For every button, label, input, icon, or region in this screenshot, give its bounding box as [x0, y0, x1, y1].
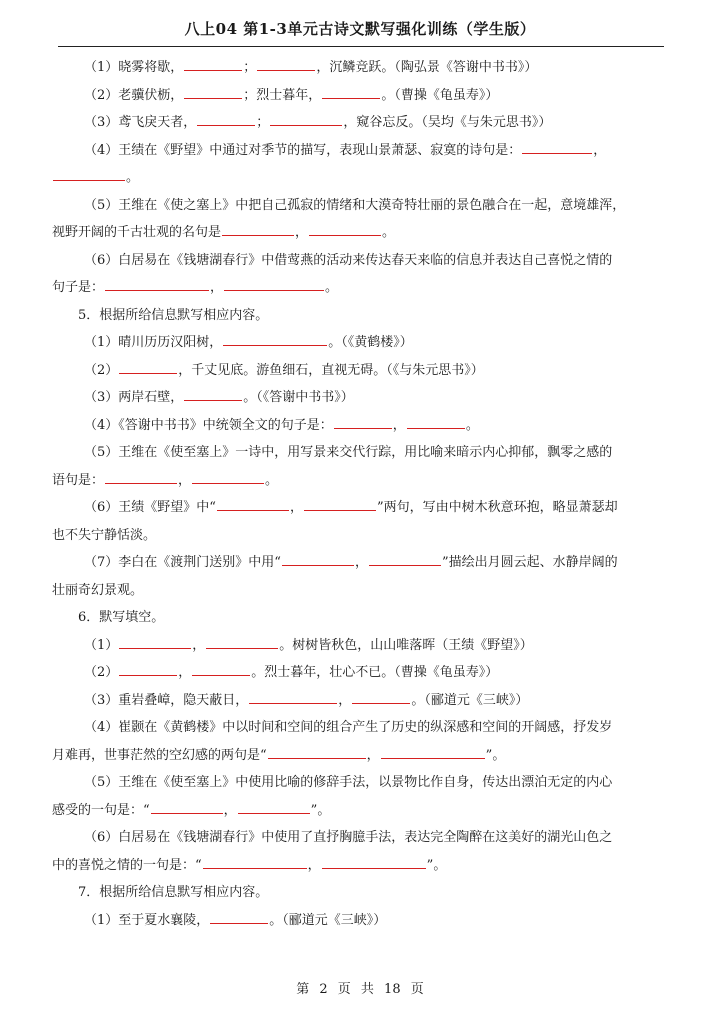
item-text: ，千丈见底。游鱼细石，直视无碍。（《与朱元思书》）	[178, 362, 484, 378]
list-item	[52, 909, 668, 937]
item-text: 句子是：	[52, 280, 105, 295]
item-text: 两岸石壁，	[118, 390, 184, 405]
list-item-continuation	[52, 799, 668, 827]
item-text: ，	[192, 637, 206, 653]
list-item	[52, 826, 668, 854]
page-title: 八上04 第1-3单元古诗文默写强化训练（学生版）	[184, 20, 536, 38]
item-text: 语句是：	[52, 472, 105, 488]
answer-blank[interactable]	[119, 634, 191, 649]
item-text: 。	[382, 225, 396, 240]
item-text: 至于夏水襄陵，	[118, 912, 210, 928]
item-number: （1）	[84, 637, 119, 653]
list-item-continuation	[52, 744, 668, 772]
answer-blank[interactable]	[184, 84, 242, 99]
item-text: ”。	[485, 747, 506, 763]
list-item-continuation	[52, 854, 668, 882]
answer-blank[interactable]	[369, 551, 441, 566]
answer-blank[interactable]	[322, 84, 380, 99]
answer-blank[interactable]	[192, 469, 264, 484]
item-text: ”。	[310, 802, 331, 818]
answer-blank[interactable]	[352, 689, 410, 704]
question-heading: 5．根据所给信息默写相应内容。	[78, 307, 269, 323]
list-item-continuation: 壮丽奇幻景观。	[52, 582, 144, 598]
answer-blank[interactable]	[217, 496, 289, 511]
item-text: 中的喜悦之情的一句是：“	[52, 857, 202, 873]
item-text: ，	[178, 665, 192, 680]
item-number: （6）	[84, 830, 119, 845]
item-text: 晓雾将歇，	[118, 60, 184, 75]
item-text: 晴川历历汉阳树，	[118, 335, 223, 350]
list-item-continuation	[52, 469, 668, 497]
item-number: （1）	[84, 335, 119, 350]
list-item	[52, 551, 668, 579]
answer-blank[interactable]	[210, 909, 268, 924]
answer-blank[interactable]	[184, 386, 242, 401]
answer-blank[interactable]	[203, 854, 307, 869]
item-text: 视野开阔的千古壮观的名句是	[52, 225, 222, 240]
answer-blank[interactable]	[119, 661, 177, 676]
list-item	[52, 496, 668, 524]
answer-blank[interactable]	[249, 689, 337, 704]
item-text: 李白在《渡荆门送别》中用“	[118, 555, 281, 570]
answer-blank[interactable]	[119, 359, 177, 374]
list-item	[52, 771, 668, 799]
item-number: （2）	[84, 665, 119, 680]
item-number: （5）	[84, 775, 119, 790]
item-text: 感受的一句是：“	[52, 802, 150, 818]
item-text: 崔颢在《黄鹤楼》中以时间和空间的组合产生了历史的纵深感和空间的开阔感，抒发岁	[118, 720, 613, 735]
item-text: 王维在《使至塞上》中使用比喻的修辞手法，以景物比作自身，传达出漂泊无定的内心	[118, 775, 613, 790]
answer-blank[interactable]	[407, 414, 465, 429]
item-text: 。	[465, 417, 479, 433]
list-item	[52, 84, 668, 112]
answer-blank[interactable]	[334, 414, 392, 429]
item-text: ，	[178, 472, 192, 488]
page-number: 第 2 页 共 18 页	[296, 982, 424, 997]
item-text: ，	[295, 225, 309, 240]
answer-blank[interactable]	[322, 854, 426, 869]
item-number: （4）	[84, 417, 119, 433]
list-item	[52, 441, 668, 469]
answer-blank[interactable]	[238, 799, 310, 814]
question-heading: 7．根据所给信息默写相应内容。	[78, 885, 269, 900]
item-number: （6）	[84, 252, 119, 268]
list-item-continuation: 也不失宁静恬淡。	[52, 527, 157, 543]
list-item-continuation	[52, 276, 668, 304]
list-item	[52, 249, 668, 277]
item-number: （1）	[84, 912, 119, 928]
item-number: （5）	[84, 197, 119, 213]
item-text: ，窥谷忘反。（吴均《与朱元思书》）	[343, 115, 552, 130]
list-item	[52, 359, 668, 387]
question-heading: 6．默写填空。	[78, 610, 165, 625]
answer-blank[interactable]	[282, 551, 354, 566]
list-item-continuation	[52, 221, 668, 249]
item-text: 《答谢中书书》中统领全文的句子是：	[118, 417, 333, 433]
answer-blank[interactable]	[381, 744, 485, 759]
item-text: ，	[210, 280, 224, 295]
item-text: 鸢飞戾天者，	[118, 115, 197, 130]
answer-blank[interactable]	[197, 111, 255, 126]
item-text: ；烈士暮年，	[243, 87, 322, 103]
item-number: （3）	[84, 692, 119, 708]
answer-blank[interactable]	[257, 56, 315, 71]
answer-blank[interactable]	[304, 496, 376, 511]
item-text: 。	[126, 170, 140, 185]
item-text: 老骥伏枥，	[118, 87, 184, 103]
item-text: ”。	[426, 857, 447, 873]
answer-blank[interactable]	[224, 276, 324, 291]
list-item	[52, 414, 668, 442]
list-item	[52, 139, 668, 167]
answer-blank[interactable]	[184, 56, 242, 71]
answer-blank[interactable]	[270, 111, 342, 126]
item-text: ；	[243, 60, 257, 75]
answer-blank[interactable]	[105, 276, 209, 291]
item-number: （4）	[84, 142, 119, 158]
item-number: （7）	[84, 555, 119, 570]
answer-blank[interactable]	[309, 221, 381, 236]
item-text: ”描绘出月圆云起、水静岸阔的	[441, 555, 618, 570]
item-text: ，	[593, 142, 607, 158]
item-text: 月难再，世事茫然的空幻感的两句是“	[52, 747, 267, 763]
list-item	[52, 194, 668, 222]
item-text: ，	[366, 747, 380, 763]
item-number: （4）	[84, 720, 119, 735]
item-text: ，	[354, 555, 368, 570]
answer-blank[interactable]	[206, 634, 278, 649]
answer-blank[interactable]	[222, 221, 294, 236]
answer-blank[interactable]	[105, 469, 177, 484]
item-text: 。（《黄鹤楼》）	[328, 335, 413, 350]
item-number: （2）	[84, 87, 119, 103]
item-number: （5）	[84, 445, 119, 460]
item-text: 王维在《使至塞上》一诗中，用写景来交代行踪，用比喻来暗示内心抑郁，飘零之感的	[118, 445, 613, 460]
item-text: ，沉鳞竞跃。（陶弘景《答谢中书书》）	[316, 60, 538, 75]
item-number: （3）	[84, 115, 119, 130]
item-number: （6）	[84, 500, 119, 515]
item-text: 王维在《使之塞上》中把自己孤寂的情绪和大漠奇特壮丽的景色融合在一起，意境雄浑，	[118, 197, 626, 213]
item-text: 。（曹操《龟虽寿》）	[381, 87, 499, 103]
item-number: （3）	[84, 390, 119, 405]
list-item	[52, 634, 668, 662]
item-text: 。（《答谢中书书》）	[243, 390, 354, 405]
item-text: 。（郦道元《三峡》）	[411, 692, 529, 708]
item-text: ，	[392, 417, 406, 433]
answer-blank[interactable]	[223, 331, 327, 346]
item-text: ，	[307, 857, 321, 873]
item-text: ，	[289, 500, 303, 515]
item-number: （1）	[84, 60, 119, 75]
item-text: ”两句，写由中树木秋意环抱，略显萧瑟却	[376, 500, 618, 515]
answer-blank[interactable]	[53, 166, 125, 181]
worksheet-body	[52, 56, 668, 936]
list-item	[52, 689, 668, 717]
item-text: 。（郦道元《三峡》）	[269, 912, 387, 928]
item-text: 。树树皆秋色，山山唯落晖（王绩《野望》）	[279, 637, 533, 653]
item-text: 白居易在《钱塘湖春行》中借莺燕的活动来传达春天来临的信息并表达自己喜悦之情的	[118, 252, 613, 268]
item-text: 王绩在《野望》中通过对季节的描写，表现山景萧瑟、寂寞的诗句是：	[118, 142, 522, 158]
answer-blank[interactable]	[151, 799, 223, 814]
list-item-continuation	[52, 166, 668, 194]
list-item	[52, 386, 668, 414]
item-text: ，	[338, 692, 352, 708]
item-text: ，	[223, 802, 237, 818]
item-text: ；	[256, 115, 270, 130]
answer-blank[interactable]	[268, 744, 366, 759]
item-text: 。	[325, 280, 339, 295]
list-item	[52, 331, 668, 359]
item-text: 。烈士暮年，壮心不已。（曹操《龟虽寿》）	[251, 665, 499, 680]
item-text: 重岩叠嶂，隐天蔽日，	[118, 692, 249, 708]
answer-blank[interactable]	[192, 661, 250, 676]
list-item	[52, 661, 668, 689]
list-item	[52, 56, 668, 84]
item-text: 。	[265, 472, 279, 488]
list-item	[52, 111, 668, 139]
item-text: 王绩《野望》中“	[118, 500, 216, 515]
list-item	[52, 716, 668, 744]
item-text: 白居易在《钱塘湖春行》中使用了直抒胸臆手法，表达完全陶醉在这美好的湖光山色之	[118, 830, 613, 845]
answer-blank[interactable]	[522, 139, 592, 154]
header-divider	[58, 46, 664, 47]
item-number: （2）	[84, 362, 119, 378]
